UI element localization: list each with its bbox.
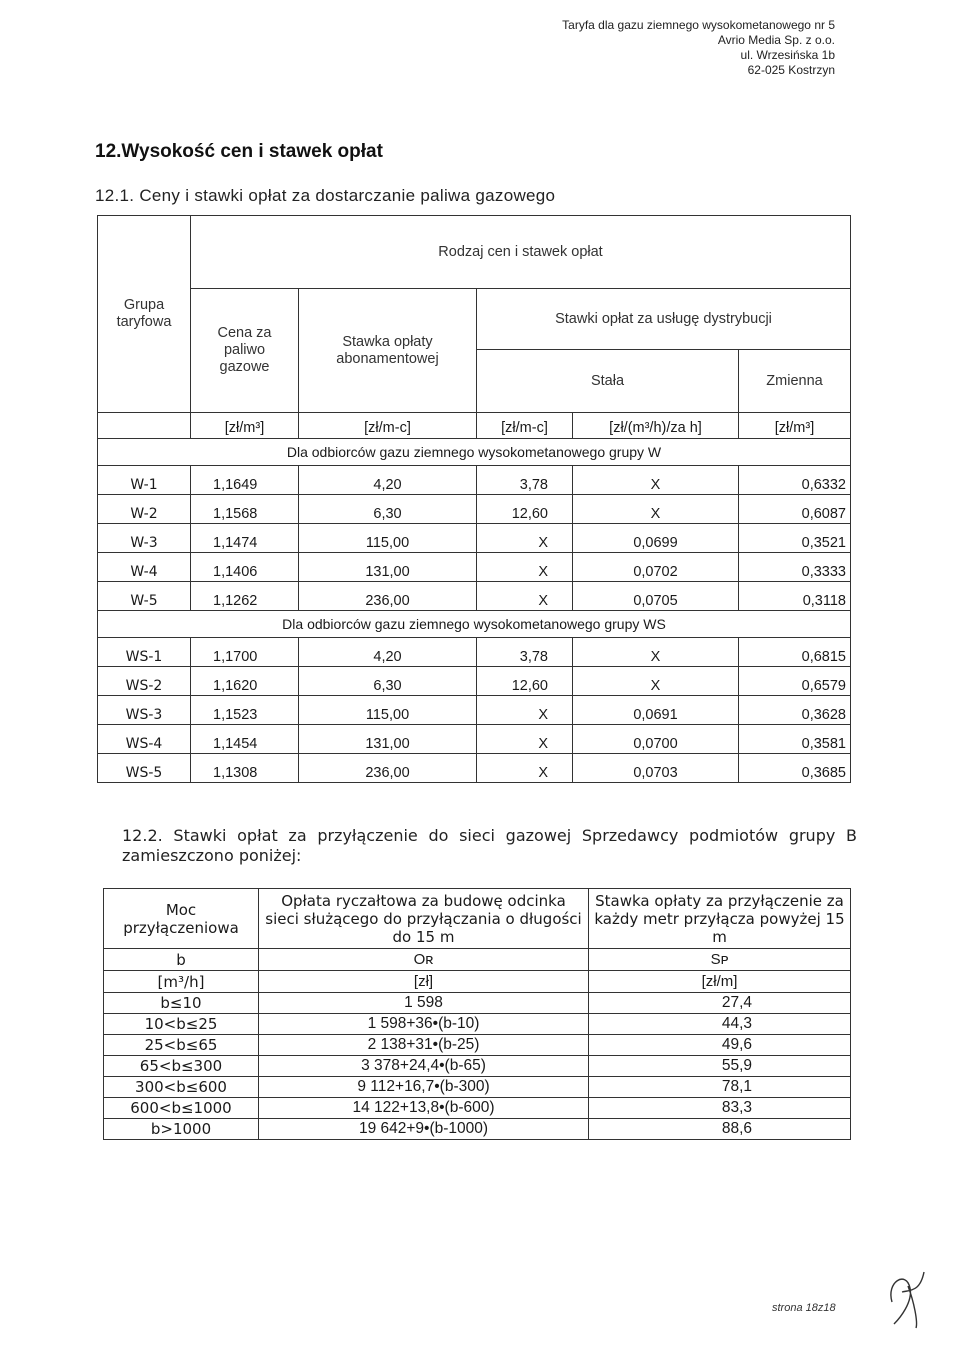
table-row [104, 1098, 851, 1119]
table-row [98, 466, 851, 495]
cell-subscription: 115,00 [299, 524, 477, 553]
cell-subscription: 236,00 [299, 754, 477, 783]
symbol-capacity: b [104, 949, 259, 971]
unit-variable: [zł/m³] [739, 413, 851, 439]
col-header-types: Rodzaj cen i stawek opłat [191, 216, 851, 289]
cell-subscription: 4,20 [299, 638, 477, 667]
col-header-fee: Opłata ryczałtowa za budowę odcinka sieci służącego do przyłączania o długości do 15 m [259, 889, 589, 949]
cell-variable: 0,6332 [739, 466, 851, 495]
cell-group: WS-2 [98, 667, 191, 696]
cell-fixed-hour: X [573, 466, 739, 495]
cell-fixed-month: X [477, 582, 573, 611]
subsection-title: 12.1. Ceny i stawki opłat za dostarczanie paliwa gazowego [95, 186, 556, 205]
cell-fixed-month: 3,78 [477, 466, 573, 495]
col-header-rate: Stawka opłaty za przyłączenie za każdy metr przyłącza powyżej 15 m [589, 889, 851, 949]
cell-variable: 0,6087 [739, 495, 851, 524]
col-header-group: Grupa taryfowa [98, 216, 191, 413]
cell-rate-per-meter: 55,9 [589, 1056, 851, 1077]
cell-variable: 0,3628 [739, 696, 851, 725]
cell-group: WS-3 [98, 696, 191, 725]
tariff-rates-table [97, 215, 851, 783]
unit-fixed-hour: [zł/(m³/h)/za h] [573, 413, 739, 439]
unit-capacity: [m³/h] [104, 971, 259, 993]
cell-price: 1,1262 [191, 582, 299, 611]
table-row [104, 1035, 851, 1056]
section-label-ws: Dla odbiorców gazu ziemnego wysokometanowego grupy WS [98, 611, 851, 638]
connection-fees-table [103, 888, 851, 1140]
table-row [98, 696, 851, 725]
cell-fixed-hour: 0,0699 [573, 524, 739, 553]
cell-flat-fee: 1 598 [259, 993, 589, 1014]
section-label-w: Dla odbiorców gazu ziemnego wysokometanowego grupy W [98, 439, 851, 466]
section-title: 12.Wysokość cen i stawek opłat [95, 141, 383, 162]
cell-fixed-hour: X [573, 638, 739, 667]
signature-mark [880, 1262, 930, 1332]
unit-subscription: [zł/m-c] [299, 413, 477, 439]
header-tariff-title: Taryfa dla gazu ziemnego wysokometanowego nr 5 [562, 18, 835, 32]
cell-capacity-range: 25<b≤65 [104, 1035, 259, 1056]
cell-capacity-range: 10<b≤25 [104, 1014, 259, 1035]
cell-fixed-month: 12,60 [477, 667, 573, 696]
cell-price: 1,1406 [191, 553, 299, 582]
symbol-rate: Sᴘ [589, 949, 851, 971]
cell-subscription: 6,30 [299, 667, 477, 696]
unit-fixed-month: [zł/m-c] [477, 413, 573, 439]
header-street: ul. Wrzesińska 1b [740, 48, 835, 62]
col-header-distribution: Stawki opłat za usługę dystrybucji [477, 289, 851, 350]
cell-flat-fee: 3 378+24,4•(b-65) [259, 1056, 589, 1077]
cell-rate-per-meter: 44,3 [589, 1014, 851, 1035]
paragraph-12-2: 12.2. Stawki opłat za przyłączenie do sieci gazowej Sprzedawcy podmiotów grupy B zamieszczono poniżej: [122, 826, 857, 865]
cell-price: 1,1474 [191, 524, 299, 553]
cell-group: WS-4 [98, 725, 191, 754]
table-row [98, 725, 851, 754]
cell-subscription: 236,00 [299, 582, 477, 611]
cell-rate-per-meter: 78,1 [589, 1077, 851, 1098]
cell-variable: 0,6815 [739, 638, 851, 667]
cell-fixed-hour: X [573, 495, 739, 524]
cell-variable: 0,3581 [739, 725, 851, 754]
cell-variable: 0,3118 [739, 582, 851, 611]
cell-group: WS-1 [98, 638, 191, 667]
cell-group: W-5 [98, 582, 191, 611]
cell-flat-fee: 14 122+13,8•(b-600) [259, 1098, 589, 1119]
cell-capacity-range: 300<b≤600 [104, 1077, 259, 1098]
cell-capacity-range: b≤10 [104, 993, 259, 1014]
col-header-capacity: Moc przyłączeniowa [104, 889, 259, 949]
symbol-fee: Oʀ [259, 949, 589, 971]
cell-fixed-hour: X [573, 667, 739, 696]
cell-capacity-range: b>1000 [104, 1119, 259, 1140]
cell-price: 1,1523 [191, 696, 299, 725]
cell-flat-fee: 2 138+31•(b-25) [259, 1035, 589, 1056]
table-row [98, 582, 851, 611]
cell-subscription: 6,30 [299, 495, 477, 524]
cell-price: 1,1700 [191, 638, 299, 667]
company-header [562, 18, 835, 78]
unit-price: [zł/m³] [191, 413, 299, 439]
cell-rate-per-meter: 88,6 [589, 1119, 851, 1140]
table-row [104, 1119, 851, 1140]
cell-subscription: 131,00 [299, 553, 477, 582]
cell-variable: 0,6579 [739, 667, 851, 696]
table-row [104, 1077, 851, 1098]
cell-subscription: 115,00 [299, 696, 477, 725]
unit-fee: [zł] [259, 971, 589, 993]
cell-fixed-month: 3,78 [477, 638, 573, 667]
table-row [98, 524, 851, 553]
table-row [104, 993, 851, 1014]
cell-fixed-month: X [477, 754, 573, 783]
cell-fixed-month: X [477, 725, 573, 754]
cell-fixed-hour: 0,0691 [573, 696, 739, 725]
cell-flat-fee: 9 112+16,7•(b-300) [259, 1077, 589, 1098]
cell-price: 1,1454 [191, 725, 299, 754]
cell-rate-per-meter: 27,4 [589, 993, 851, 1014]
unit-rate: [zł/m] [589, 971, 851, 993]
table-row [98, 754, 851, 783]
cell-fixed-month: 12,60 [477, 495, 573, 524]
cell-price: 1,1649 [191, 466, 299, 495]
page-number: strona 18z18 [772, 1302, 836, 1314]
cell-flat-fee: 19 642+9•(b-1000) [259, 1119, 589, 1140]
table-row [104, 1014, 851, 1035]
cell-variable: 0,3333 [739, 553, 851, 582]
cell-flat-fee: 1 598+36•(b-10) [259, 1014, 589, 1035]
cell-fixed-hour: 0,0703 [573, 754, 739, 783]
table-row [98, 495, 851, 524]
table-row [98, 638, 851, 667]
cell-capacity-range: 65<b≤300 [104, 1056, 259, 1077]
cell-subscription: 4,20 [299, 466, 477, 495]
col-header-price: Cena za paliwo gazowe [191, 289, 299, 413]
cell-group: W-4 [98, 553, 191, 582]
cell-price: 1,1568 [191, 495, 299, 524]
cell-variable: 0,3521 [739, 524, 851, 553]
cell-fixed-month: X [477, 696, 573, 725]
table-row [98, 553, 851, 582]
header-company-name: Avrio Media Sp. z o.o. [717, 33, 835, 47]
cell-fixed-hour: 0,0705 [573, 582, 739, 611]
cell-capacity-range: 600<b≤1000 [104, 1098, 259, 1119]
cell-rate-per-meter: 49,6 [589, 1035, 851, 1056]
cell-variable: 0,3685 [739, 754, 851, 783]
col-header-subscription: Stawka opłaty abonamentowej [299, 289, 477, 413]
cell-fixed-month: X [477, 524, 573, 553]
cell-subscription: 131,00 [299, 725, 477, 754]
cell-price: 1,1308 [191, 754, 299, 783]
cell-fixed-month: X [477, 553, 573, 582]
col-header-variable: Zmienna [739, 350, 851, 413]
cell-group: W-2 [98, 495, 191, 524]
table-row [104, 1056, 851, 1077]
cell-price: 1,1620 [191, 667, 299, 696]
cell-group: W-1 [98, 466, 191, 495]
cell-group: W-3 [98, 524, 191, 553]
cell-group: WS-5 [98, 754, 191, 783]
cell-fixed-hour: 0,0702 [573, 553, 739, 582]
cell-rate-per-meter: 83,3 [589, 1098, 851, 1119]
header-postcode-city: 62-025 Kostrzyn [747, 63, 835, 77]
col-header-fixed: Stała [477, 350, 739, 413]
cell-fixed-hour: 0,0700 [573, 725, 739, 754]
table-row [98, 667, 851, 696]
